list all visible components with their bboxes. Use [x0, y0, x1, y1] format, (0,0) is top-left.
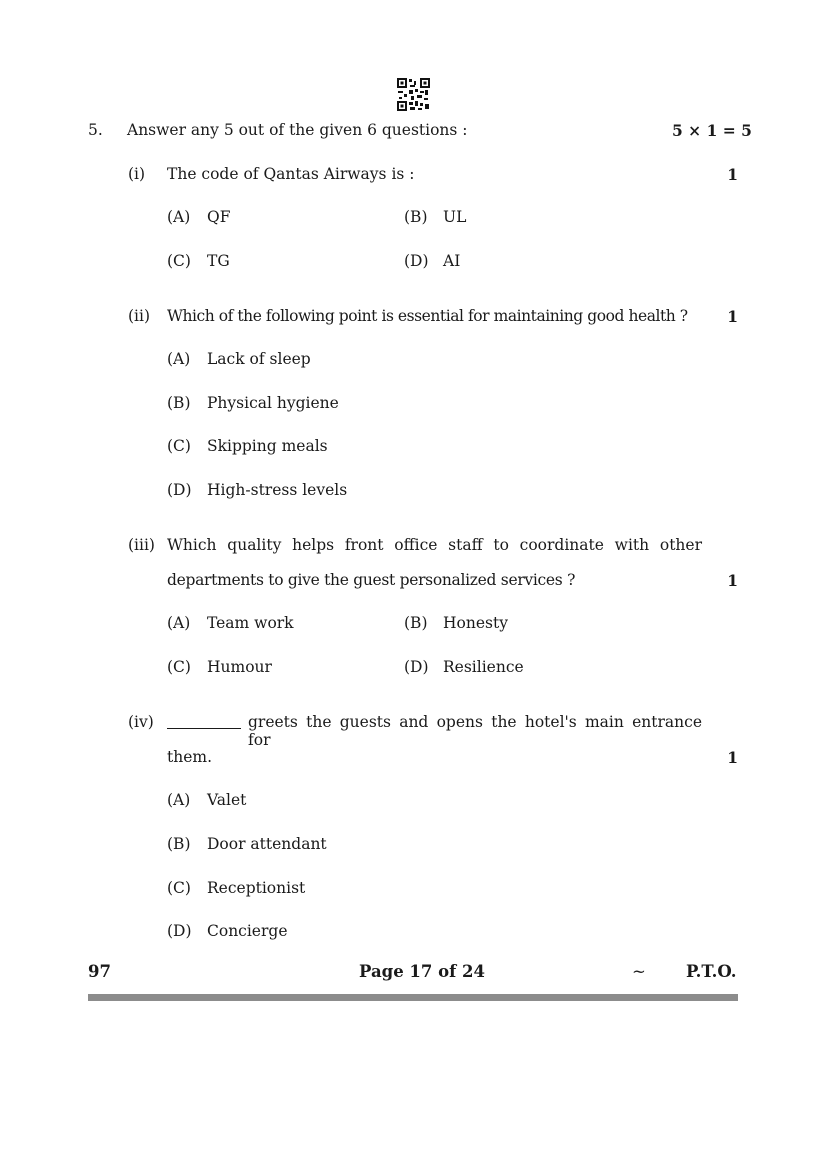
option-text: Lack of sleep	[207, 350, 311, 368]
option-text: Physical hygiene	[207, 394, 339, 412]
option-text: Humour	[207, 658, 272, 676]
question-marks: 1	[727, 307, 738, 326]
option-text: Door attendant	[207, 835, 327, 853]
question-marks: 1	[727, 571, 738, 590]
option-label: (C)	[167, 658, 191, 676]
option-label: (C)	[167, 437, 191, 455]
option-text: UL	[443, 208, 467, 226]
option-label: (B)	[404, 614, 428, 632]
question-text-continued: them.	[167, 748, 213, 766]
option-text: Receptionist	[207, 879, 306, 897]
question-number: 5.	[88, 121, 103, 139]
option-label: (A)	[167, 791, 191, 809]
option-text: Resilience	[443, 658, 524, 676]
option-label: (A)	[167, 350, 191, 368]
question-label: (i)	[128, 165, 146, 183]
question-marks: 1	[727, 165, 738, 184]
footer-divider	[88, 994, 738, 1001]
option-label: (D)	[167, 481, 192, 499]
option-label: (A)	[167, 614, 191, 632]
option-text: Honesty	[443, 614, 508, 632]
section-marks: 5 × 1 = 5	[672, 121, 752, 140]
paper-code: 97	[88, 962, 111, 981]
option-label: (B)	[167, 835, 191, 853]
option-label: (D)	[404, 658, 429, 676]
question-text-continued: departments to give the guest personalized services ?	[167, 571, 576, 589]
qr-code	[397, 78, 430, 111]
option-label: (C)	[167, 879, 191, 897]
question-text: The code of Qantas Airways is :	[167, 165, 415, 183]
option-label: (C)	[167, 252, 191, 270]
question-label: (iv)	[128, 713, 154, 731]
option-label: (D)	[404, 252, 429, 270]
option-text: Valet	[207, 791, 247, 809]
question-text: greets the guests and opens the hotel's main entrance for	[248, 713, 702, 749]
tilde-mark: ~	[632, 962, 646, 981]
option-text: TG	[207, 252, 230, 270]
question-marks: 1	[727, 748, 738, 767]
option-label: (D)	[167, 922, 192, 940]
option-label: (B)	[404, 208, 428, 226]
option-text: Skipping meals	[207, 437, 328, 455]
option-text: AI	[443, 252, 461, 270]
option-label: (B)	[167, 394, 191, 412]
option-text: QF	[207, 208, 231, 226]
section-instruction: Answer any 5 out of the given 6 questions :	[127, 121, 468, 139]
question-label: (iii)	[128, 536, 155, 554]
option-label: (A)	[167, 208, 191, 226]
option-text: High-stress levels	[207, 481, 348, 499]
pto-label: P.T.O.	[686, 962, 737, 981]
fill-in-blank	[167, 716, 241, 729]
question-text: Which quality helps front office staff to coordinate with other	[167, 536, 702, 554]
option-text: Team work	[207, 614, 294, 632]
page-number: Page 17 of 24	[359, 962, 485, 981]
question-label: (ii)	[128, 307, 151, 325]
question-text: Which of the following point is essential for maintaining good health ?	[167, 307, 688, 325]
option-text: Concierge	[207, 922, 288, 940]
